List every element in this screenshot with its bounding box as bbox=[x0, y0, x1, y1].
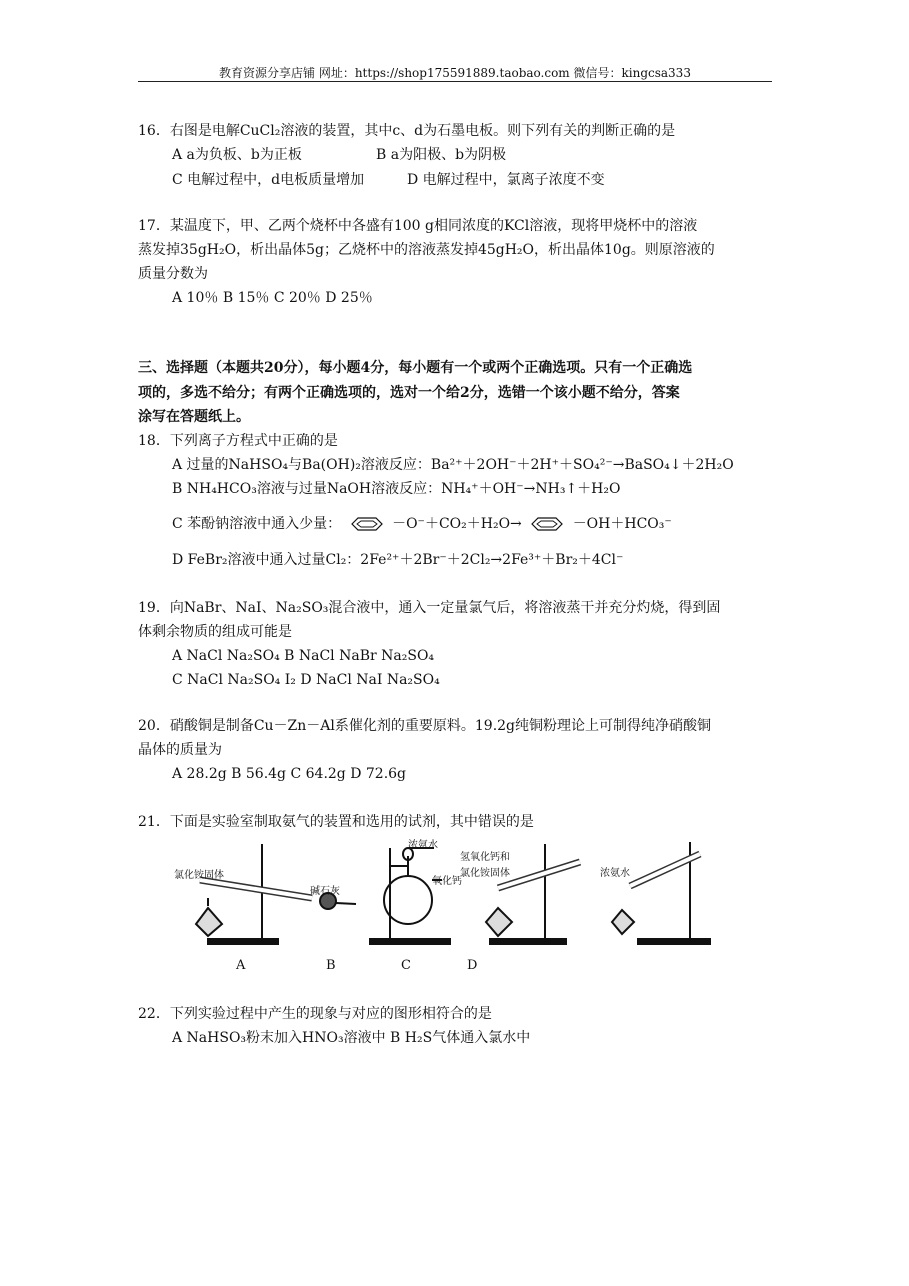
diagram-label-d: D bbox=[467, 958, 478, 973]
label-caoh: 氢氧化钙和 bbox=[460, 852, 510, 863]
q20-line2: 晶体的质量为 bbox=[138, 742, 222, 758]
q21-stem: 21．下面是实验室制取氨气的装置和选用的试剂，其中错误的是 bbox=[138, 814, 534, 830]
label-ammonia: 浓氨水 bbox=[600, 868, 630, 879]
label-nh4cl: 氯化铵固体 bbox=[174, 870, 224, 881]
label-lime: 碱石灰 bbox=[310, 886, 340, 897]
label-nh4cl-2: 氯化铵固体 bbox=[460, 868, 510, 879]
section3-line2: 项的，多选不给分；有两个正确选项的，选对一个给2分，选错一个该小题不给分，答案 bbox=[138, 385, 680, 401]
q17-line3: 质量分数为 bbox=[138, 266, 208, 282]
page-header: 教育资源分享店铺 网址：https://shop175591889.taobao.com 微信号：kingcsa333 bbox=[219, 66, 691, 80]
section3-line3: 涂写在答题纸上。 bbox=[138, 409, 250, 425]
diagram-label-c: C bbox=[401, 958, 411, 973]
q17-options: A 10％ B 15％ C 20％ D 25％ bbox=[172, 290, 373, 306]
q19-options-cd: C NaCl Na₂SO₄ I₂ D NaCl NaI Na₂SO₄ bbox=[172, 672, 440, 688]
q19-options-ab: A NaCl Na₂SO₄ B NaCl NaBr Na₂SO₄ bbox=[172, 648, 435, 664]
q18-stem: 18．下列离子方程式中正确的是 bbox=[138, 433, 338, 449]
diagram-label-b: B bbox=[326, 958, 336, 973]
benzene-ring-icon bbox=[346, 516, 388, 532]
q19-line2: 体剩余物质的组成可能是 bbox=[138, 624, 292, 640]
q18-option-c-prefix: C 苯酚钠溶液中通入少量： bbox=[172, 516, 342, 532]
label-conc-ammonia: 浓氨水 bbox=[408, 840, 438, 851]
q20-line1: 20．硝酸铜是制备Cu－Zn－Al系催化剂的重要原料。19.2g纯铜粉理论上可制得纯净硝酸铜 bbox=[138, 718, 712, 734]
q18-option-a: A 过量的NaHSO₄与Ba(OH)₂溶液反应：Ba²⁺＋2OH⁻＋2H⁺＋SO₄²⁻→BaSO₄↓＋2H₂O bbox=[172, 457, 734, 473]
diagram-label-a: A bbox=[236, 958, 246, 973]
section3-line1: 三、选择题（本题共20分），每小题4分，每小题有一个或两个正确选项。只有一个正确选 bbox=[138, 360, 693, 376]
q18-option-c-suffix: －OH＋HCO₃⁻ bbox=[572, 516, 672, 532]
q17-line1: 17．某温度下，甲、乙两个烧杯中各盛有100 g相同浓度的KCl溶液，现将甲烧杯中的溶液 bbox=[138, 218, 698, 234]
q16-option-b: B a为阳极、b为阴极 bbox=[376, 147, 507, 163]
q18-option-c-mid: －O⁻＋CO₂＋H₂O→ bbox=[392, 516, 522, 532]
q16-option-c: C 电解过程中，d电板质量增加 bbox=[172, 172, 365, 188]
q18-option-d: D FeBr₂溶液中通入过量Cl₂：2Fe²⁺＋2Br⁻＋2Cl₂→2Fe³⁺＋Br₂＋4Cl⁻ bbox=[172, 552, 624, 568]
q18-option-c bbox=[172, 514, 672, 534]
benzene-ring-icon bbox=[526, 516, 568, 532]
q20-options: A 28.2g B 56.4g C 64.2g D 72.6g bbox=[172, 766, 407, 782]
q17-line2: 蒸发掉35gH₂O，析出晶体5g；乙烧杯中的溶液蒸发掉45gH₂O，析出晶体10g。则原溶液的 bbox=[138, 242, 715, 258]
label-cao: 氧化钙 bbox=[432, 876, 462, 887]
q22-options: A NaHSO₃粉末加入HNO₃溶液中 B H₂S气体通入氯水中 bbox=[172, 1030, 531, 1046]
q16-stem: 16．右图是电解CuCl₂溶液的装置，其中c、d为石墨电板。则下列有关的判断正确的是 bbox=[138, 123, 676, 139]
q16-option-a: A a为负板、b为正板 bbox=[172, 147, 302, 163]
q22-stem: 22．下列实验过程中产生的现象与对应的图形相符合的是 bbox=[138, 1006, 492, 1022]
q18-option-b: B NH₄HCO₃溶液与过量NaOH溶液反应：NH₄⁺＋OH⁻→NH₃↑＋H₂O bbox=[172, 481, 621, 497]
header-divider bbox=[138, 81, 772, 82]
q19-line1: 19．向NaBr、NaI、Na₂SO₃混合液中，通入一定量氯气后，将溶液蒸干并充分灼烧，得到固 bbox=[138, 600, 721, 616]
q16-option-d: D 电解过程中，氯离子浓度不变 bbox=[407, 172, 605, 188]
